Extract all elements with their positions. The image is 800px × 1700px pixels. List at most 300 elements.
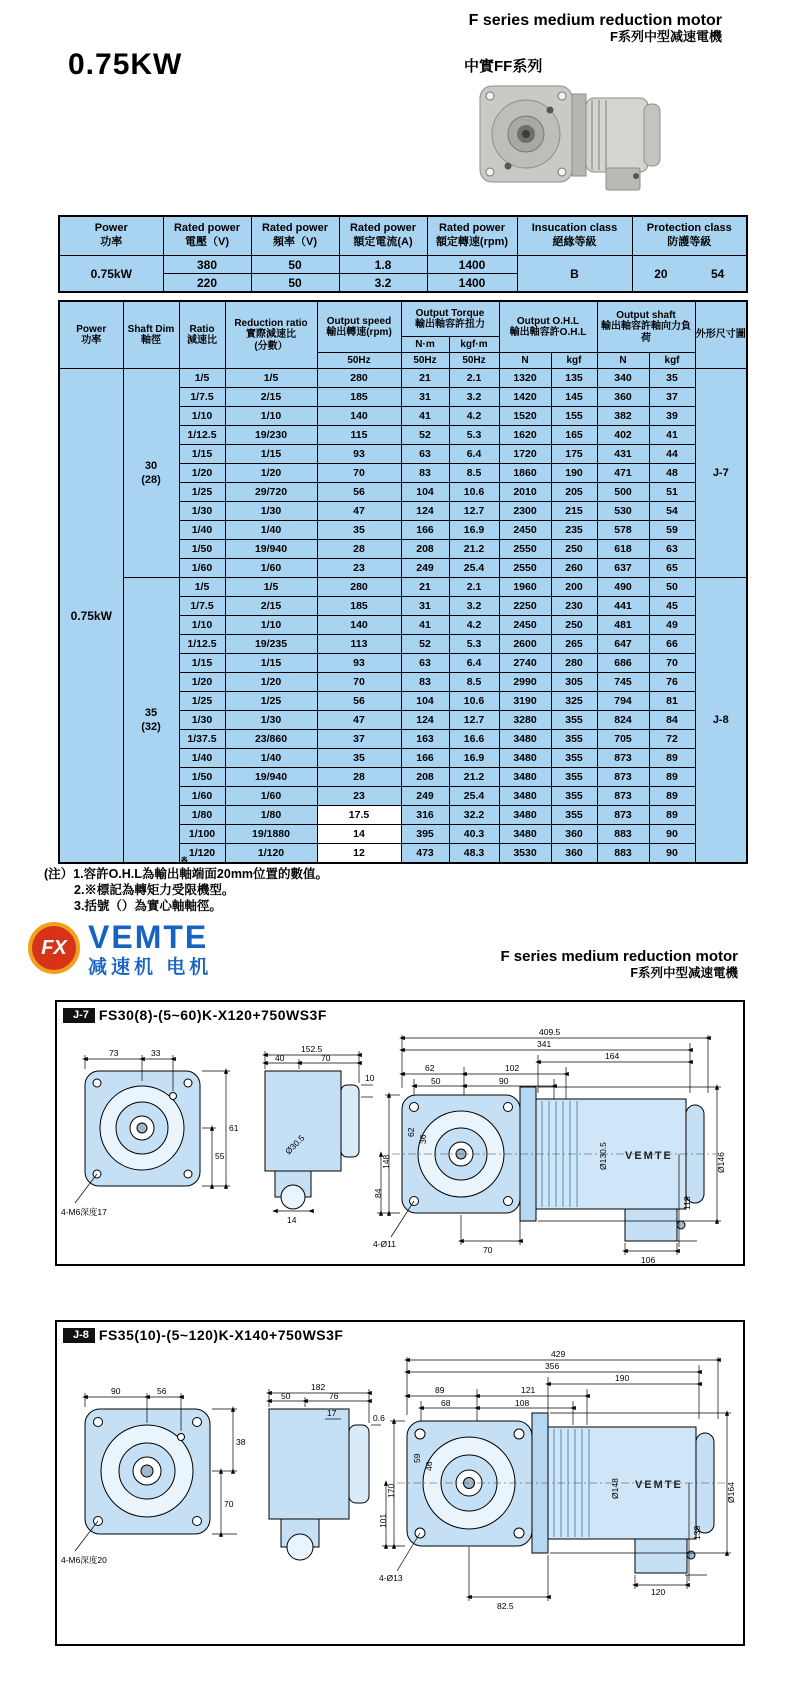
output-speed-cell: 56 (317, 692, 401, 711)
drawing2-tag: J-8 (63, 1328, 95, 1343)
output-speed-cell: 115 (317, 426, 401, 445)
d1-bolt-note: 4-M6深度17 (61, 1207, 107, 1217)
brand-sub: 减速机 电机 (88, 957, 213, 978)
svg-text:89: 89 (435, 1385, 445, 1395)
ohl-kgf-cell: 265 (551, 635, 597, 654)
fraction-cell: 1/80 (225, 806, 317, 825)
shaft-n-cell: 873 (597, 806, 649, 825)
ohl-n-cell: 3480 (499, 749, 551, 768)
torque-kgfm-cell: 6.4 (449, 445, 499, 464)
torque-kgfm-cell: 6.4 (449, 654, 499, 673)
shaft-kgf-cell: 65 (649, 559, 695, 578)
torque-nm-cell: 52 (401, 635, 449, 654)
d2-side-view (269, 1382, 385, 1560)
ohl-n-cell: 3190 (499, 692, 551, 711)
torque-kgfm-cell: 21.2 (449, 540, 499, 559)
shaft-n-cell: 382 (597, 407, 649, 426)
ohl-n-cell: 3480 (499, 825, 551, 844)
shaft-n-cell: 530 (597, 502, 649, 521)
torque-nm-cell: 208 (401, 768, 449, 787)
col-protection: Protection class 防護等級 (632, 216, 747, 256)
shaft-n-cell: 637 (597, 559, 649, 578)
d2-bolt-note: 4-M6深度20 (61, 1555, 107, 1565)
power-rating-table (58, 215, 748, 293)
ratio-cell: 1/30 (179, 711, 225, 730)
ratio-cell: 1/7.5 (179, 597, 225, 616)
torque-kgfm-cell: 3.2 (449, 597, 499, 616)
svg-text:76: 76 (329, 1391, 339, 1401)
fraction-cell: 19/940 (225, 768, 317, 787)
svg-text:61: 61 (229, 1123, 239, 1133)
hdr-output-ohl: Output O.H.L 輸出軸容許O.H.L (499, 301, 597, 353)
shaft-kgf-cell: 54 (649, 502, 695, 521)
shaft-kgf-cell: 48 (649, 464, 695, 483)
svg-text:50: 50 (281, 1391, 291, 1401)
output-speed-cell: 70 (317, 464, 401, 483)
shaft-n-cell: 794 (597, 692, 649, 711)
ratio-cell: 1/15 (179, 654, 225, 673)
fraction-cell: 1/20 (225, 464, 317, 483)
fraction-cell: 19/235 (225, 635, 317, 654)
output-speed-cell: 28 (317, 768, 401, 787)
torque-nm-cell: 52 (401, 426, 449, 445)
shaft-n-cell: 360 (597, 388, 649, 407)
ohl-n-cell: 1720 (499, 445, 551, 464)
ratio-cell: 1/80 (179, 806, 225, 825)
insulation-value: B (517, 256, 632, 293)
brand-logo-icon: FX (28, 922, 80, 974)
svg-text:108: 108 (515, 1398, 530, 1408)
series-title-zh: F系列中型减速電機 (610, 29, 722, 45)
speed-value: 1400 (427, 256, 517, 274)
shaft-kgf-cell: 89 (649, 787, 695, 806)
ohl-kgf-cell: 260 (551, 559, 597, 578)
output-speed-cell: 23 (317, 787, 401, 806)
page-title: 0.75KW (68, 48, 183, 81)
svg-text:70: 70 (321, 1053, 331, 1063)
shaft-kgf-cell: 44 (649, 445, 695, 464)
svg-text:62: 62 (406, 1127, 416, 1137)
torque-nm-cell: 41 (401, 407, 449, 426)
hdr-shaft-dim: Shaft Dim 軸徑 (123, 301, 179, 369)
ratio-cell: 1/40 (179, 521, 225, 540)
svg-text:Ø130.5: Ø130.5 (598, 1142, 608, 1170)
ratio-cell: 1/40 (179, 749, 225, 768)
series-header (469, 12, 722, 45)
ohl-n-cell: 1520 (499, 407, 551, 426)
series-title-en: F series medium reduction motor (500, 948, 738, 965)
hdr-power: Power 功率 (59, 301, 123, 369)
ohl-kgf-cell: 325 (551, 692, 597, 711)
output-speed-cell: 280 (317, 578, 401, 597)
torque-kgfm-cell: 48.3 (449, 844, 499, 864)
power-value: 0.75kW (59, 256, 163, 293)
hdr-output-torque: Output Torque 輸出軸容許扭力 (401, 301, 499, 337)
hdr-shaft-n: N (597, 353, 649, 369)
ratio-cell: 1/20 (179, 673, 225, 692)
fraction-cell: 1/60 (225, 559, 317, 578)
ohl-n-cell: 1860 (499, 464, 551, 483)
power-cell: 0.75kW (59, 369, 123, 864)
series-header-repeat (500, 948, 738, 981)
torque-kgfm-cell: 8.5 (449, 464, 499, 483)
ratio-cell: 1/10 (179, 407, 225, 426)
shaft-kgf-cell: 89 (649, 749, 695, 768)
svg-text:50: 50 (431, 1076, 441, 1086)
svg-text:14: 14 (287, 1215, 297, 1225)
fraction-cell: 1/15 (225, 445, 317, 464)
ratio-cell: 1/25 (179, 692, 225, 711)
ohl-n-cell: 3480 (499, 806, 551, 825)
svg-text:164: 164 (605, 1051, 620, 1061)
svg-text:101: 101 (378, 1513, 388, 1528)
hdr-output-shaft: Output shaft 輸出軸容許軸向力負荷 (597, 301, 695, 353)
drawing1-model: FS30(8)-(5~60)K-X120+750WS3F (98, 1007, 327, 1023)
current-value: 3.2 (339, 274, 427, 293)
shaft-kgf-cell: 89 (649, 806, 695, 825)
ratio-cell: 1/12.5 (179, 426, 225, 445)
svg-text:121: 121 (521, 1385, 536, 1395)
ohl-n-cell: 2250 (499, 597, 551, 616)
shaft-n-cell: 745 (597, 673, 649, 692)
product-photo (478, 80, 668, 197)
svg-text:90: 90 (111, 1386, 121, 1396)
torque-kgfm-cell: 8.5 (449, 673, 499, 692)
svg-text:40: 40 (275, 1053, 285, 1063)
fraction-cell: 1/5 (225, 369, 317, 388)
drawing2-views (57, 1343, 743, 1639)
shaft-dim-cell: 35 (32) (123, 578, 179, 864)
shaft-n-cell: 705 (597, 730, 649, 749)
fraction-cell: 19/1880 (225, 825, 317, 844)
brand-name: VEMTE (88, 919, 209, 955)
svg-text:190: 190 (615, 1373, 630, 1383)
frequency-value: 50 (251, 274, 339, 293)
svg-text:70: 70 (483, 1245, 493, 1255)
series-title-zh: F系列中型减速電機 (630, 966, 738, 980)
shaft-kgf-cell: 90 (649, 825, 695, 844)
output-speed-cell: 93 (317, 654, 401, 673)
svg-text:341: 341 (537, 1039, 552, 1049)
d2-assembly-view (378, 1349, 736, 1611)
torque-kgfm-cell: 5.3 (449, 426, 499, 445)
ohl-n-cell: 2550 (499, 559, 551, 578)
ohl-kgf-cell: 355 (551, 768, 597, 787)
torque-nm-cell: 316 (401, 806, 449, 825)
torque-kgfm-cell: 5.3 (449, 635, 499, 654)
shaft-n-cell: 873 (597, 787, 649, 806)
output-speed-cell: 56 (317, 483, 401, 502)
series-title-en: F series medium reduction motor (468, 12, 722, 29)
power-table-header-row (59, 216, 747, 256)
shaft-n-cell: 340 (597, 369, 649, 388)
svg-text:409.5: 409.5 (539, 1027, 561, 1037)
fraction-cell: 1/10 (225, 407, 317, 426)
torque-kgfm-cell: 32.2 (449, 806, 499, 825)
ohl-n-cell: 3480 (499, 730, 551, 749)
ratio-cell: 1/120 ※ (179, 844, 225, 864)
fraction-cell: 1/25 (225, 692, 317, 711)
ohl-n-cell: 2990 (499, 673, 551, 692)
shaft-n-cell: 686 (597, 654, 649, 673)
col-speed: Rated power 額定轉速(rpm) (427, 216, 517, 256)
fraction-cell: 19/940 (225, 540, 317, 559)
drawing1-tag: J-7 (63, 1008, 95, 1023)
svg-text:120: 120 (651, 1587, 666, 1597)
output-speed-cell: 47 (317, 711, 401, 730)
col-voltage: Rated power 電壓（V) (163, 216, 251, 256)
ohl-kgf-cell: 165 (551, 426, 597, 445)
svg-text:429: 429 (551, 1349, 566, 1359)
shaft-n-cell: 500 (597, 483, 649, 502)
fraction-cell: 1/30 (225, 502, 317, 521)
output-speed-cell: 28 (317, 540, 401, 559)
ohl-n-cell: 2600 (499, 635, 551, 654)
fraction-cell: 1/30 (225, 711, 317, 730)
torque-kgfm-cell: 4.2 (449, 616, 499, 635)
brand-block (28, 919, 213, 979)
ohl-n-cell: 2550 (499, 540, 551, 559)
shaft-n-cell: 883 (597, 825, 649, 844)
ohl-kgf-cell: 230 (551, 597, 597, 616)
shaft-n-cell: 481 (597, 616, 649, 635)
voltage-value: 380 (163, 256, 251, 274)
torque-kgfm-cell: 3.2 (449, 388, 499, 407)
protection-value: 20 54 (632, 256, 747, 293)
torque-kgfm-cell: 2.1 (449, 578, 499, 597)
torque-kgfm-cell: 25.4 (449, 559, 499, 578)
torque-nm-cell: 249 (401, 559, 449, 578)
shaft-kgf-cell: 37 (649, 388, 695, 407)
ohl-kgf-cell: 355 (551, 806, 597, 825)
hdr-reduction-ratio: Reduction ratio 實際減速比 (分數） (225, 301, 317, 369)
svg-text:182: 182 (311, 1382, 326, 1392)
torque-nm-cell: 208 (401, 540, 449, 559)
shaft-kgf-cell: 50 (649, 578, 695, 597)
shaft-kgf-cell: 72 (649, 730, 695, 749)
torque-nm-cell: 163 (401, 730, 449, 749)
fraction-cell: 1/120 (225, 844, 317, 864)
ohl-kgf-cell: 235 (551, 521, 597, 540)
ohl-kgf-cell: 190 (551, 464, 597, 483)
torque-kgfm-cell: 25.4 (449, 787, 499, 806)
ohl-n-cell: 1320 (499, 369, 551, 388)
shaft-n-cell: 883 (597, 844, 649, 864)
svg-text:84: 84 (373, 1188, 383, 1198)
torque-nm-cell: 395 (401, 825, 449, 844)
shaft-kgf-cell: 70 (649, 654, 695, 673)
ohl-kgf-cell: 305 (551, 673, 597, 692)
d1-side-view (265, 1044, 375, 1225)
output-speed-cell: 185 (317, 388, 401, 407)
svg-text:138: 138 (692, 1525, 702, 1540)
speed-value: 1400 (427, 274, 517, 293)
ratio-cell: 1/50 (179, 540, 225, 559)
svg-text:90: 90 (499, 1076, 509, 1086)
fraction-cell: 2/15 (225, 597, 317, 616)
note-line-3: 3.括號（）為實心軸軸徑。 (74, 899, 222, 913)
d1-front-view (61, 1048, 239, 1217)
ratio-cell: 1/50 (179, 768, 225, 787)
shaft-kgf-cell: 41 (649, 426, 695, 445)
svg-text:118: 118 (682, 1196, 692, 1210)
svg-text:0.6: 0.6 (373, 1413, 385, 1423)
hdr-kgfm: kgf·m (449, 337, 499, 353)
svg-text:356: 356 (545, 1361, 560, 1371)
output-speed-cell: 113 (317, 635, 401, 654)
torque-kgfm-cell: 16.9 (449, 749, 499, 768)
shaft-dim-cell: 30 (28) (123, 369, 179, 578)
fraction-cell: 19/230 (225, 426, 317, 445)
hdr-nm: N·m (401, 337, 449, 353)
ohl-n-cell: 2010 (499, 483, 551, 502)
shaft-kgf-cell: 81 (649, 692, 695, 711)
motor-photo-illustration (478, 80, 668, 192)
drawing2-model: FS35(10)-(5~120)K-X140+750WS3F (98, 1327, 344, 1343)
d2-brand-on-motor: VEMTE (635, 1479, 683, 1491)
ratio-cell: 1/5 (179, 578, 225, 597)
ohl-kgf-cell: 215 (551, 502, 597, 521)
shaft-n-cell: 431 (597, 445, 649, 464)
ohl-kgf-cell: 205 (551, 483, 597, 502)
spec-row (59, 578, 747, 597)
shaft-n-cell: 873 (597, 768, 649, 787)
torque-nm-cell: 249 (401, 787, 449, 806)
ohl-kgf-cell: 155 (551, 407, 597, 426)
output-speed-cell: 35 (317, 749, 401, 768)
shaft-kgf-cell: 49 (649, 616, 695, 635)
torque-nm-cell: 63 (401, 654, 449, 673)
torque-nm-cell: 31 (401, 597, 449, 616)
hdr-output-speed: Output speed 輸出轉速(rpm) (317, 301, 401, 353)
torque-nm-cell: 63 (401, 445, 449, 464)
ohl-n-cell: 1960 (499, 578, 551, 597)
shaft-kgf-cell: 59 (649, 521, 695, 540)
ohl-n-cell: 2450 (499, 521, 551, 540)
fraction-cell: 1/5 (225, 578, 317, 597)
svg-text:170: 170 (386, 1483, 396, 1498)
output-speed-cell: 37 (317, 730, 401, 749)
ohl-n-cell: 3280 (499, 711, 551, 730)
svg-text:17: 17 (327, 1408, 337, 1418)
hdr-nm-hz: 50Hz (401, 353, 449, 369)
svg-text:33: 33 (151, 1048, 161, 1058)
output-speed-cell: 47 (317, 502, 401, 521)
specification-table (58, 300, 748, 864)
shaft-kgf-cell: 76 (649, 673, 695, 692)
d1-brand-on-motor: VEMTE (625, 1150, 673, 1162)
power-row-380 (59, 256, 747, 274)
spec-table-body (59, 369, 747, 864)
ohl-n-cell: 2450 (499, 616, 551, 635)
ratio-cell: 1/60 (179, 559, 225, 578)
svg-text:106: 106 (641, 1255, 656, 1265)
hdr-ratio: Ratio 減速比 (179, 301, 225, 369)
ohl-kgf-cell: 250 (551, 540, 597, 559)
torque-nm-cell: 166 (401, 749, 449, 768)
output-speed-cell: 140 (317, 616, 401, 635)
torque-kgfm-cell: 2.1 (449, 369, 499, 388)
limited-torque-mark: ※ (180, 855, 189, 865)
ratio-cell: 1/100 (179, 825, 225, 844)
svg-text:Ø148: Ø148 (610, 1478, 620, 1499)
ohl-kgf-cell: 200 (551, 578, 597, 597)
ratio-cell: 1/30 (179, 502, 225, 521)
svg-text:Ø146: Ø146 (716, 1152, 726, 1173)
output-speed-cell: 14 (317, 825, 401, 844)
shaft-n-cell: 490 (597, 578, 649, 597)
fraction-cell: 1/40 (225, 749, 317, 768)
svg-text:102: 102 (505, 1063, 520, 1073)
svg-text:62: 62 (425, 1063, 435, 1073)
torque-kgfm-cell: 16.9 (449, 521, 499, 540)
d1-hole-note: 4-Ø11 (373, 1239, 396, 1249)
svg-text:82.5: 82.5 (497, 1601, 514, 1611)
ratio-cell: 1/7.5 (179, 388, 225, 407)
shaft-kgf-cell: 89 (649, 768, 695, 787)
ohl-kgf-cell: 250 (551, 616, 597, 635)
footnotes (44, 866, 328, 914)
torque-kgfm-cell: 12.7 (449, 711, 499, 730)
ohl-n-cell: 1420 (499, 388, 551, 407)
ratio-cell: 1/37.5 (179, 730, 225, 749)
ohl-kgf-cell: 175 (551, 445, 597, 464)
ohl-kgf-cell: 355 (551, 787, 597, 806)
torque-nm-cell: 83 (401, 464, 449, 483)
fraction-cell: 1/10 (225, 616, 317, 635)
svg-text:70: 70 (224, 1499, 234, 1509)
torque-nm-cell: 104 (401, 483, 449, 502)
dimension-drawing-j8 (55, 1320, 745, 1646)
ohl-kgf-cell: 355 (551, 711, 597, 730)
svg-text:152.5: 152.5 (301, 1044, 323, 1054)
fraction-cell: 2/15 (225, 388, 317, 407)
shaft-n-cell: 402 (597, 426, 649, 445)
hdr-ohl-n: N (499, 353, 551, 369)
drawing1-title (63, 1007, 743, 1023)
ratio-cell: 1/5 (179, 369, 225, 388)
hdr-ohl-kgf: kgf (551, 353, 597, 369)
hdr-kgfm-hz: 50Hz (449, 353, 499, 369)
svg-text:46: 46 (424, 1461, 434, 1471)
note-line-2: 2.※標記為轉矩力受限機型。 (74, 883, 235, 897)
shaft-kgf-cell: 66 (649, 635, 695, 654)
ohl-kgf-cell: 355 (551, 749, 597, 768)
output-speed-cell: 185 (317, 597, 401, 616)
svg-text:59: 59 (412, 1453, 422, 1463)
ratio-cell: 1/10 (179, 616, 225, 635)
col-insulation: Insucation class 絕緣等級 (517, 216, 632, 256)
shaft-n-cell: 578 (597, 521, 649, 540)
svg-text:55: 55 (215, 1151, 225, 1161)
shaft-n-cell: 441 (597, 597, 649, 616)
shaft-n-cell: 824 (597, 711, 649, 730)
svg-text:Ø30.5: Ø30.5 (283, 1132, 307, 1157)
torque-nm-cell: 124 (401, 711, 449, 730)
torque-kgfm-cell: 16.6 (449, 730, 499, 749)
shaft-n-cell: 471 (597, 464, 649, 483)
svg-text:10: 10 (365, 1073, 375, 1083)
torque-kgfm-cell: 40.3 (449, 825, 499, 844)
shaft-kgf-cell: 51 (649, 483, 695, 502)
shaft-kgf-cell: 63 (649, 540, 695, 559)
col-power: Power 功率 (59, 216, 163, 256)
torque-kgfm-cell: 10.6 (449, 692, 499, 711)
ratio-cell: 1/20 (179, 464, 225, 483)
drawing1-views (57, 1023, 743, 1265)
torque-kgfm-cell: 12.7 (449, 502, 499, 521)
torque-nm-cell: 41 (401, 616, 449, 635)
